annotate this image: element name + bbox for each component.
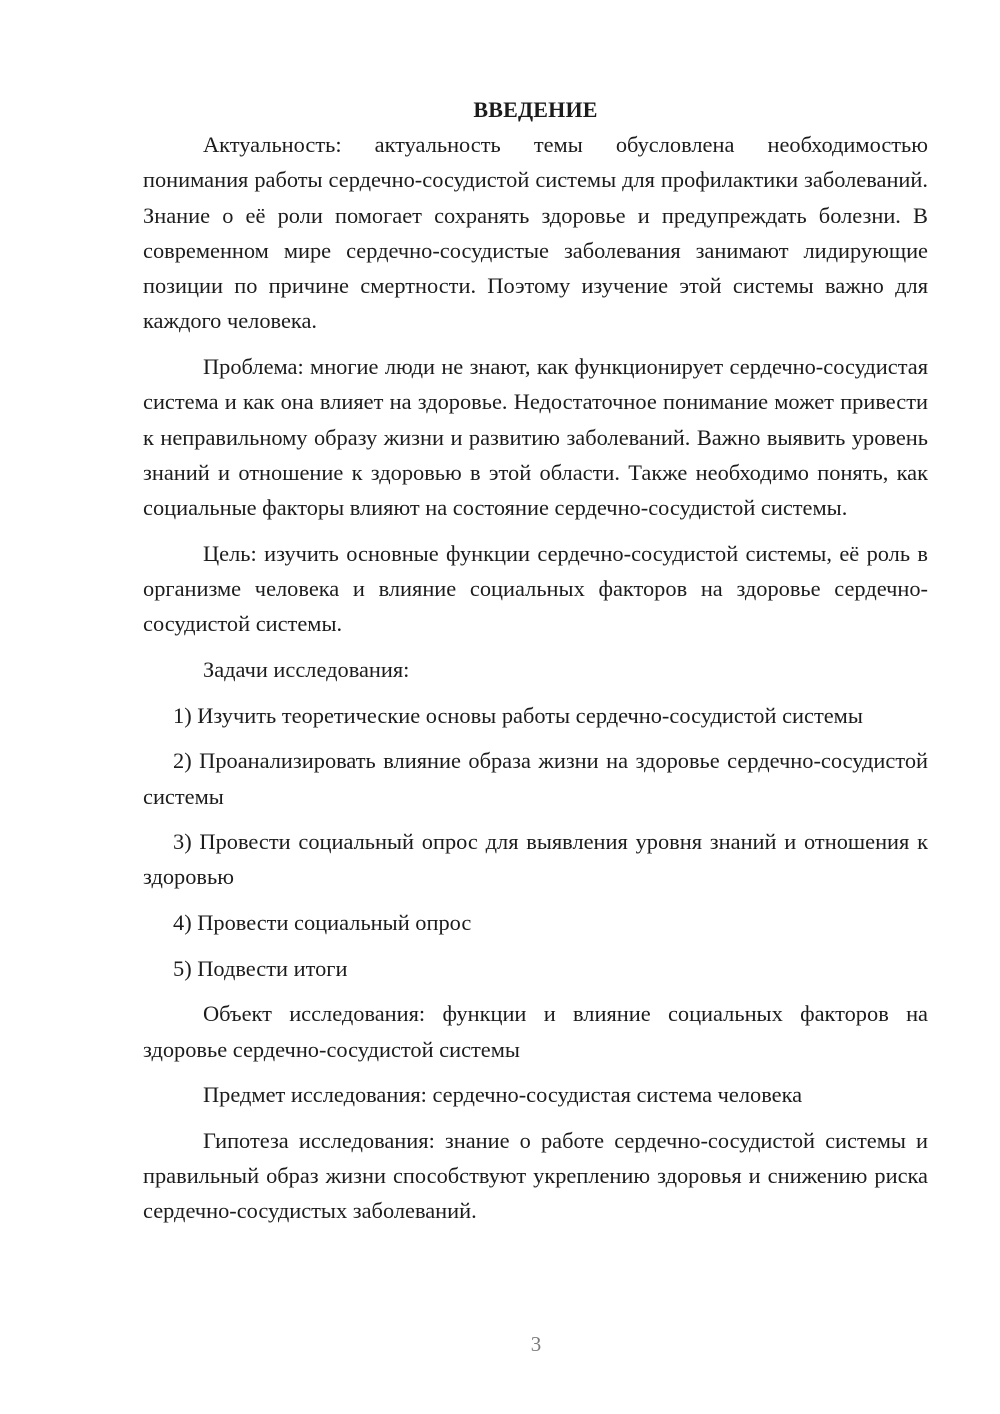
page-number: 3 bbox=[530, 1332, 542, 1356]
tasks-list bbox=[143, 698, 928, 986]
page-content bbox=[143, 92, 928, 1229]
paragraph-object: Объект исследования: функции и влияние социальных факторов на здоровье сердечно-сосудистой системы bbox=[143, 1001, 928, 1062]
list-item: 1) Изучить теоретические основы работы сердечно-сосудистой системы bbox=[173, 702, 863, 728]
paragraph-problem: Проблема: многие люди не знают, как функционирует сердечно-сосудистая система и как она влияет на здоровье. Недостаточное понимание может привести к неправильному образу жизни и развитию заболеваний. Важно выявить уровень знаний и отношение к здоровью в этой области. Также необходимо понять, как социальные факторы влияют на состояние сердечно-сосудистой системы. bbox=[143, 354, 928, 521]
list-item: 4) Провести социальный опрос bbox=[173, 910, 472, 936]
paragraph-goal: Цель: изучить основные функции сердечно-сосудистой системы, её роль в организме человека и влияние социальных факторов на здоровье сердечно-сосудистой системы. bbox=[143, 540, 928, 637]
paragraph-subject: Предмет исследования: сердечно-сосудистая система человека bbox=[203, 1082, 803, 1108]
paragraph-hypothesis: Гипотеза исследования: знание о работе сердечно-сосудистой системы и правильный образ жизни способствуют укреплению здоровья и снижению риска сердечно-сосудистых заболеваний. bbox=[143, 1127, 928, 1224]
list-item: 3) Провести социальный опрос для выявления уровня знаний и отношения к здоровью bbox=[143, 829, 928, 890]
tasks-heading: Задачи исследования: bbox=[203, 657, 410, 683]
paragraph-relevance: Актуальность: актуальность темы обусловлена необходимостью понимания работы сердечно-сосудистой системы для профилактики заболеваний. Знание о её роли помогает сохранять здоровье и предупреждать болезни. В современном мире сердечно-сосудистые заболевания занимают лидирующие позиции по причине смертности. Поэтому изучение этой системы важно для каждого человека. bbox=[143, 132, 928, 334]
section-title: ВВЕДЕНИЕ bbox=[473, 97, 598, 122]
list-item: 5) Подвести итоги bbox=[173, 955, 348, 981]
list-item: 2) Проанализировать влияние образа жизни на здоровье сердечно-сосудистой системы bbox=[143, 748, 928, 809]
